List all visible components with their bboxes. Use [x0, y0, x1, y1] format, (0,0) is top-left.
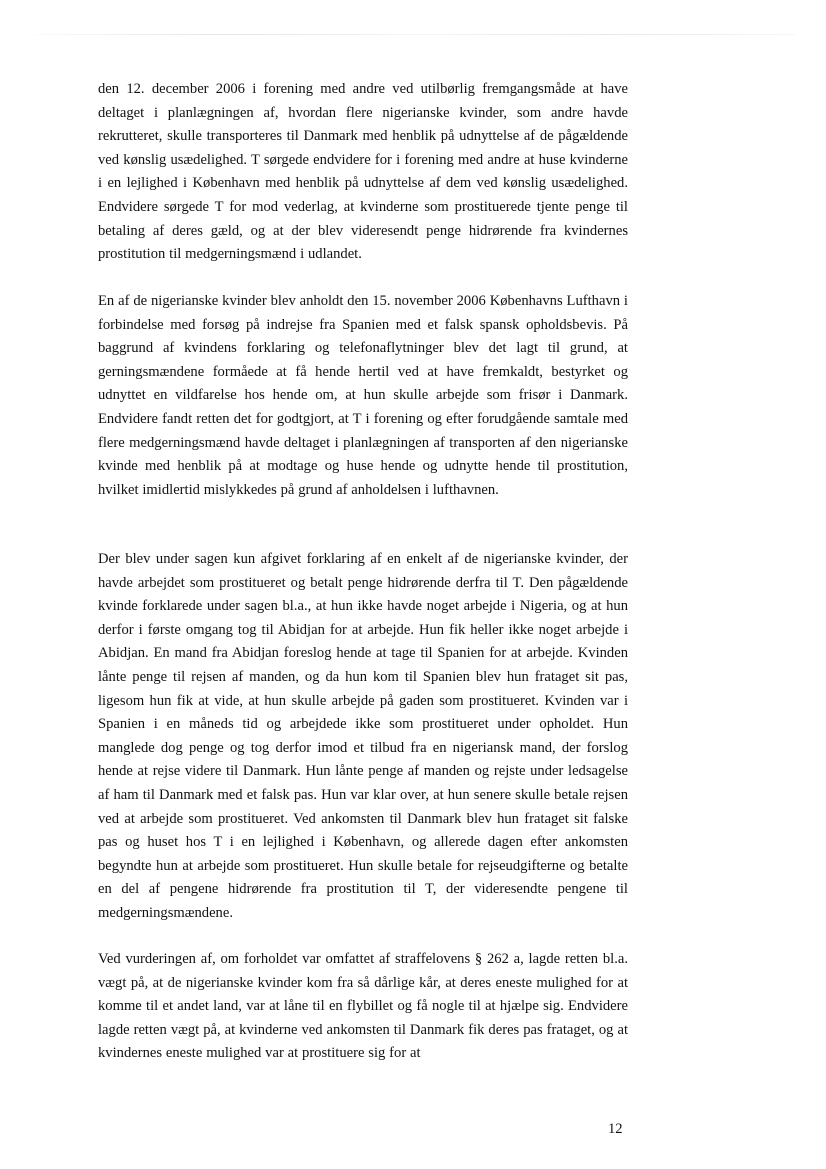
page-number: 12 [608, 1121, 623, 1137]
paragraph-3: Der blev under sagen kun afgivet forklaring af en enkelt af de nigerianske kvinder, der havde arbejdet som prostitueret og betalt penge hidrørende derfra til T. Den pågældende kvinde forklarede under sagen bl.a., at hun ikke havde noget arbejde i Nigeria, og at hun derfor i første omgang tog til Abidjan for at arbejde. Hun fik heller ikke noget arbejde i Abidjan. En mand fra Abidjan foreslog hende at tage til Spanien for at arbejde. Kvinden lånte penge til rejsen af manden, og da hun kom til Spanien blev hun frataget sit pas, ligesom hun fik at vide, at hun skulle arbejde på gaden som prostitueret. Kvinden var i Spanien i en måneds tid og arbejdede ikke som prostitueret under opholdet. Hun manglede dog penge og tog derfor imod et tilbud fra en nigeriansk mand, der forslog hende at rejse videre til Danmark. Hun lånte penge af manden og rejste under ledsagelse af ham til Danmark med et falsk pas. Hun var klar over, at hun senere skulle betale rejsen ved at arbejde som prostitueret. Ved ankomsten til Danmark blev hun frataget sit falske pas og huset hos T i en lejlighed i København, og allerede dagen efter ankomsten begyndte hun at arbejde som prostitueret. Hun skulle betale for rejseudgifterne og betalte en del af pengene hidrørende fra prostitution til T, der videresendte pengene til medgerningsmændene. [98, 551, 628, 921]
paragraph-2: En af de nigerianske kvinder blev anholdt den 15. november 2006 Københavns Lufthavn i forbindelse med forsøg på indrejse fra Spanien med et falsk spansk opholdsbevis. På baggrund af kvindens forklaring og telefonaflytninger blev det lagt til grund, at gerningsmændene formåede at få hende hertil ved at have fremkaldt, bestyrket og udnyttet en vildfarelse hos hende om, at hun skulle arbejde som frisør i Danmark. Endvidere fandt retten det for godtgjort, at T i forening og efter forudgående samtale med flere medgerningsmænd havde deltaget i planlægningen af transporten af den nigerianske kvinde med henblik på at modtage og huse hende og udnytte hende til prostitution, hvilket imidlertid mislykkedes på grund af anholdelsen i lufthavnen. [98, 293, 628, 498]
scan-artifact-line [36, 34, 796, 35]
paragraph-1: den 12. december 2006 i forening med andre ved utilbørlig fremgangsmåde at have deltaget i planlægningen af, hvordan flere nigerianske kvinder, som andre havde rekrutteret, skulle transporteres til Danmark med henblik på udnyttelse af de pågældende ved kønslig usædelighed. T sørgede endvidere for i forening med andre at huse kvinderne i en lejlighed i København med henblik på udnyttelse af dem ved kønslig usædelighed. Endvidere sørgede T for mod vederlag, at kvinderne som prostituerede tjente penge til betaling af deres gæld, og at der blev videresendt penge hidrørende fra kvindernes prostitution til medgerningsmænd i udlandet. [98, 81, 628, 263]
paragraph-4: Ved vurderingen af, om forholdet var omfattet af straffelovens § 262 a, lagde retten bl.a. vægt på, at de nigerianske kvinder kom fra så dårlige kår, at deres eneste mulighed for at komme til et andet land, var at låne til en flybillet og få nogle til at hjælpe sig. Endvidere lagde retten vægt på, at kvinderne ved ankomsten til Danmark fik deres pas frataget, og at kvindernes eneste mulighed var at prostituere sig for at [98, 951, 628, 1062]
